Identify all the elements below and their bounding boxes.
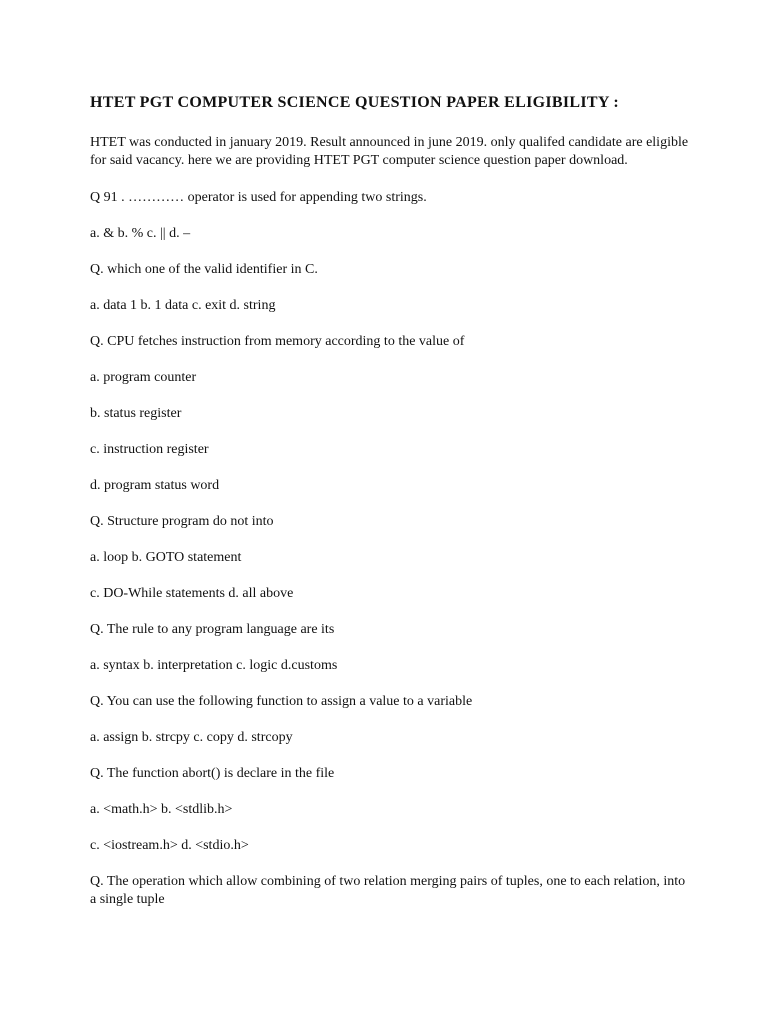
answer-options-structure-2: c. DO-While statements d. all above bbox=[90, 586, 294, 601]
question-join-operation: Q. The operation which allow combining of two relation merging pairs of tuples, one to each relation, into a single tuple bbox=[90, 874, 686, 907]
document-page bbox=[90, 93, 690, 908]
answer-options-identifier: a. data 1 b. 1 data c. exit d. string bbox=[90, 298, 276, 313]
question-identifier: Q. which one of the valid identifier in C. bbox=[90, 262, 318, 277]
answer-option-a: a. program counter bbox=[90, 370, 197, 385]
answer-options-abort-1: a. <math.h> b. <stdlib.h> bbox=[90, 802, 233, 817]
question-91: Q 91 . ………… operator is used for appending two strings. bbox=[90, 190, 427, 205]
question-assign-function: Q. You can use the following function to assign a value to a variable bbox=[90, 694, 473, 709]
answer-options-abort-2: c. <iostream.h> d. <stdio.h> bbox=[90, 838, 249, 853]
question-abort-header: Q. The function abort() is declare in the file bbox=[90, 766, 335, 781]
question-program-language-rules: Q. The rule to any program language are its bbox=[90, 622, 335, 637]
answer-options-structure-1: a. loop b. GOTO statement bbox=[90, 550, 242, 565]
question-cpu-fetch: Q. CPU fetches instruction from memory according to the value of bbox=[90, 334, 465, 349]
answer-option-d: d. program status word bbox=[90, 478, 220, 493]
question-structure-program: Q. Structure program do not into bbox=[90, 514, 274, 529]
answer-options-91: a. & b. % c. || d. – bbox=[90, 226, 191, 241]
answer-options-assign: a. assign b. strcpy c. copy d. strcopy bbox=[90, 730, 293, 745]
answer-option-b: b. status register bbox=[90, 406, 182, 421]
document-heading: HTET PGT COMPUTER SCIENCE QUESTION PAPER ELIGIBILITY : bbox=[90, 94, 620, 111]
answer-option-c: c. instruction register bbox=[90, 442, 209, 457]
intro-paragraph: HTET was conducted in january 2019. Result announced in june 2019. only qualifed candidate are eligible for said vacancy. here we are providing HTET PGT computer science question paper download. bbox=[90, 135, 689, 168]
answer-options-rules: a. syntax b. interpretation c. logic d.customs bbox=[90, 658, 338, 673]
